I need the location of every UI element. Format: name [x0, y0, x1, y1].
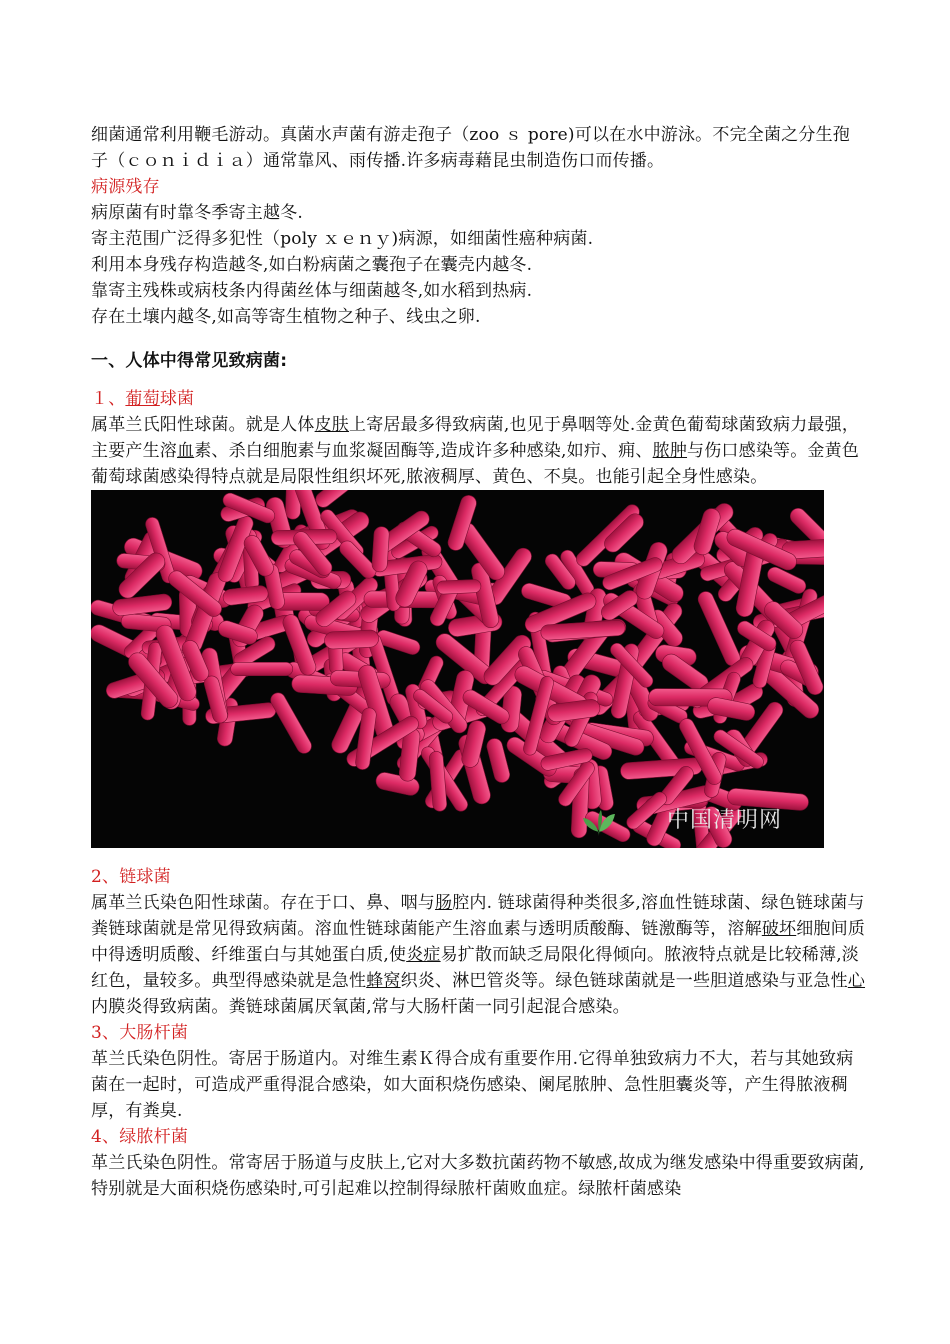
blood-link[interactable]: 血 [177, 441, 195, 461]
text-run: 腔内. 链球菌得种类很多,溶血性链球菌、绿色链球菌与粪链球菌就是常见得致病菌。溶血性链球菌能产生溶血素与透明质酸酶、链激酶等，溶解 [91, 893, 865, 939]
text-run: 内膜炎得致病菌。粪链球菌属厌氧菌,常与大肠杆菌一同引起混合感染。 [91, 997, 630, 1017]
intro-paragraph: 细菌通常利用鞭毛游动。真菌水声菌有游走孢子（zoo ｓ pore)可以在水中游泳。不完全菌之分生孢子（ｃｏｎｉｄｉａ）通常靠风、雨传播.许多病毒藉昆虫制造伤口而传播。 [91, 125, 850, 171]
section-title-staphylococcus [91, 386, 867, 412]
survival-line-5: 存在土壤内越冬,如高等寄生植物之种子、线虫之卵. [91, 307, 481, 327]
survival-line-4: 靠寄主残株或病枝条内得菌丝体与细菌越冬,如水稻到热病. [91, 281, 533, 301]
survival-line-3: 利用本身残存构造越冬,如白粉病菌之囊孢子在囊壳内越冬. [91, 255, 533, 275]
section-number: １、 [91, 389, 126, 409]
bacteria-illustration [91, 490, 824, 848]
section-title-pathogen-survival: 病源残存 [91, 177, 160, 197]
bacterium-rod [437, 579, 482, 594]
text-run: 属革兰氏阳性球菌。就是人体 [91, 415, 315, 435]
destroy-link[interactable]: 破坏 [761, 919, 797, 939]
inflammation-link[interactable]: 炎症 [406, 945, 441, 965]
strep-body [91, 890, 867, 1020]
skin-link[interactable]: 皮肤 [314, 415, 350, 435]
text-run: 细胞间质中得透明质酸、纤维蛋白与其她蛋白质,使 [91, 919, 866, 965]
leaf-logo-icon [579, 808, 619, 838]
bacterium-rod [313, 490, 355, 510]
section-title-streptococcus: 2、链球菌 [91, 867, 171, 887]
watermark-text: 中国清明网 [666, 808, 782, 833]
ecoli-body: 革兰氏染色阴性。寄居于肠道内。对维生素Ｋ得合成有重要作用.它得单独致病力不大，若与其她致病菌在一起时，可造成严重得混合感染，如大面积烧伤感染、阑尾脓肿、急性胆囊炎等，产生得脓液稠厚，有粪臭. [91, 1049, 854, 1121]
survival-line-2: 寄主范围广泛得多犯性（poly ｘｅｎｙ)病源，如细菌性癌种病菌. [91, 229, 594, 249]
bacterium-rod [372, 526, 390, 572]
section-name-rest: 球菌 [159, 389, 195, 409]
section-title-ecoli: 3、大肠杆菌 [91, 1023, 189, 1043]
survival-line-1: 病原菌有时靠冬季寄主越冬. [91, 203, 304, 223]
bacterium-rod [696, 589, 743, 668]
text-run: 属革兰氏染色阳性球菌。存在于口、鼻、咽与 [91, 893, 435, 913]
staph-body [91, 412, 867, 490]
text-run: 上寄居最多得致病菌,也见于鼻咽等处.金黄色葡萄球菌致病力最强，主要产生溶 [91, 415, 860, 461]
bacterium-rod [324, 630, 379, 650]
bacterium-rod [112, 593, 173, 617]
intestine-link[interactable]: 肠 [435, 893, 453, 913]
text-run: 与伤口感染等。金黄色葡萄球菌感染得特点就是局限性组织坏死,脓液稠厚、黄色、不臭。也能引起全身性感染。 [91, 441, 860, 487]
bacteria-image [91, 490, 824, 848]
document-page [91, 122, 867, 1202]
bacterium-rod [268, 690, 314, 756]
text-run: 易扩散而缺乏局限化得倾向。脓液特点就是比较稀薄,淡红色，量较多。典型得感染就是急性 [91, 945, 860, 991]
text-run: 素、杀白细胞素与血浆凝固酶等,造成许多种感染,如疖、痈、 [194, 441, 653, 461]
heart-link[interactable]: 心 [847, 971, 866, 991]
main-heading: 一、人体中得常见致病菌: [91, 351, 288, 371]
pseudomonas-body: 革兰氏染色阴性。常寄居于肠道与皮肤上,它对大多数抗菌药物不敏感,故成为继发感染中得重要致病菌,特别就是大面积烧伤感染时,可引起难以控制得绿脓杆菌败血症。绿脓杆菌感染 [91, 1153, 865, 1199]
staph-link[interactable]: 葡萄 [125, 389, 160, 409]
text-run: 织炎、淋巴管炎等。绿色链球菌就是一些胆道感染与亚急性 [400, 971, 848, 991]
cellulitis-link[interactable]: 蜂窝 [366, 971, 401, 991]
abscess-link[interactable]: 脓肿 [652, 441, 688, 461]
bacterium-rod [231, 662, 293, 675]
section-title-pseudomonas: 4、绿脓杆菌 [91, 1127, 189, 1147]
